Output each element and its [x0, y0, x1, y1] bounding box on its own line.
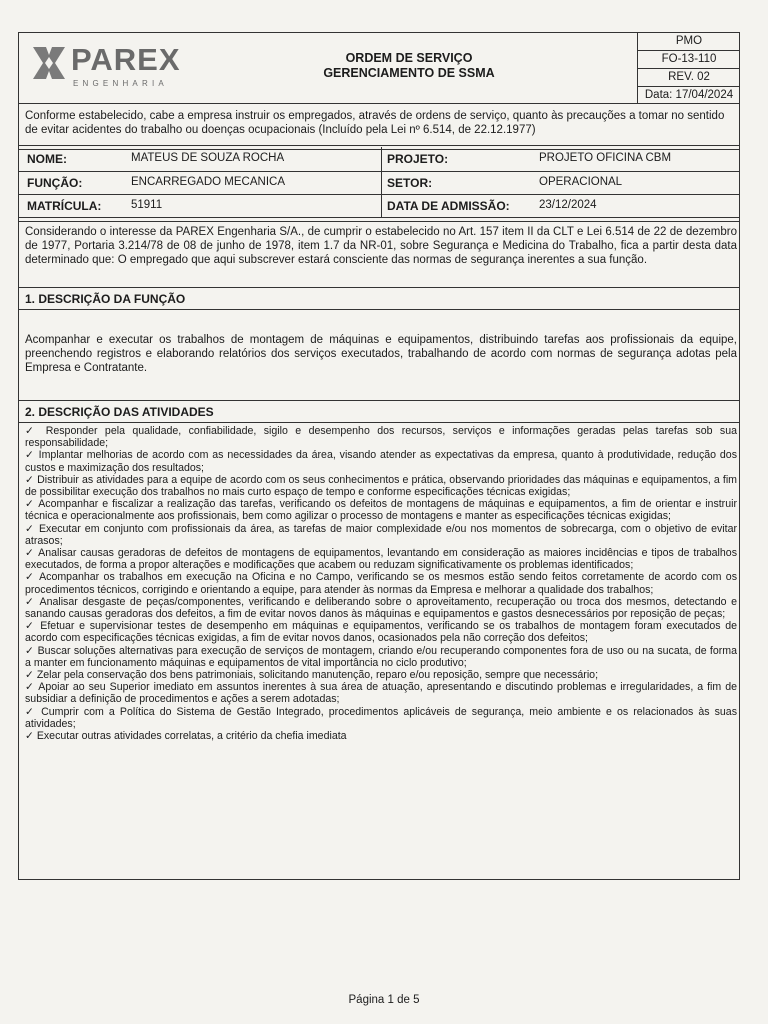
document-title: [269, 51, 549, 81]
projeto-value: PROJETO OFICINA CBM: [539, 152, 672, 164]
considering-text: Considerando o interesse da PAREX Engenharia S/A., de cumprir o estabelecido no Art. 157 item II da CLT e Lei 6.514 de 22 de dezembro de 1977, Portaria 3.214/78 de 08 de junho de 1978, item 1.7 da NR-01, sobre Segurança e Medicina do Trabalho, fica a partir desta data determinado que: O empregado que aqui subscrever estará consciente das normas de segurança inerentes a sua função.: [25, 226, 737, 266]
projeto-label: PROJETO:: [387, 152, 449, 166]
document-header: [19, 33, 739, 104]
logo-subtext: ENGENHARIA: [73, 79, 168, 88]
activity-item: ✓ Efetuar e supervisionar testes de desempenho em máquinas e equipamentos, verificando se os trabalhos de montagem foram executados de acordo com especificações técnicas exigidas, a fim de evitar novos danos, ocasionados pela não correção dos defeitos;: [25, 620, 737, 645]
title-line-2: GERENCIAMENTO DE SSMA: [323, 66, 495, 80]
divider: [19, 309, 739, 310]
section-1-text: Acompanhar e executar os trabalhos de montagem de máquinas e equipamentos, distribuindo tarefas aos profissionais da equipe, preenchendo registros e elaborando relatórios dos serviços executados, trabalhando de acordo com normas de segurança adotas pela Empresa e Contratante.: [25, 334, 737, 374]
nome-label: NOME:: [27, 152, 67, 166]
divider: [19, 221, 739, 222]
setor-label: SETOR:: [387, 176, 433, 190]
info-row-matricula: [19, 194, 739, 217]
activity-item: ✓ Acompanhar e fiscalizar a realização das tarefas, verificando os defeitos de montagens de máquinas e equipamentos, a fim de orientar e instruir técnica e operacionalmente aos profissionais, bem como agilizar o processo de montagens e manter as especificações técnicas exigidas;: [25, 498, 737, 523]
activity-item: ✓ Zelar pela conservação dos bens patrimoniais, solicitando manutenção, reparo e/ou reposição, sempre que necessário;: [25, 669, 599, 682]
divider: [19, 400, 739, 401]
activity-item: ✓ Buscar soluções alternativas para execução de serviços de montagem, criando e/ou recuperando componentes fora de uso ou na sucata, de forma a manter em funcionamento máquinas e equipamentos de vital importância no ciclo produtivo;: [25, 644, 737, 669]
section-2-title: 2. DESCRIÇÃO DAS ATIVIDADES: [25, 405, 214, 419]
admissao-label: DATA DE ADMISSÃO:: [387, 199, 510, 213]
company-logo: [25, 39, 179, 95]
page-number: Página 1 de 5: [348, 994, 420, 1006]
activity-item: ✓ Implantar melhorias de acordo com as necessidades da área, visando atender as expectativas da empresa, quanto à produtividade, redução dos custos e maximização dos resultados;: [25, 449, 737, 474]
document-code-box: [637, 33, 740, 103]
code-line: Data: 17/04/2024: [644, 89, 734, 101]
matricula-value: 51911: [131, 199, 163, 211]
divider: [19, 217, 739, 218]
info-row-funcao: [19, 171, 739, 194]
activity-item: ✓ Apoiar ao seu Superior imediato em assuntos inerentes à sua área de atuação, apresentando e discutindo problemas e irregularidades, a fim de subsidiar a definição de procedimentos e ações a serem adotadas;: [25, 681, 737, 706]
code-line: PMO: [638, 33, 740, 51]
intro-text: Conforme estabelecido, cabe a empresa instruir os empregados, através de ordens de serviço, quanto às precauções a tomar no sentido de evitar acidentes do trabalho ou doenças ocupacionais (Incluído pela Lei nº 6.514, de 22.12.1977): [25, 110, 725, 136]
matricula-label: MATRÍCULA:: [27, 199, 102, 213]
divider: [19, 145, 739, 146]
activity-item: ✓ Analisar desgaste de peças/componentes, verificando e deliberando sobre o aproveitamento, recuperação ou troca dos mesmos, detectando e sanando causas geradoras dos defeitos, a fim de evitar novos danos às máquinas e equipamentos e gastos desnecessários por reposição de peças;: [25, 595, 737, 621]
admissao-value: 23/12/2024: [539, 199, 597, 211]
activity-item: ✓ Executar outras atividades correlatas, a critério da chefia imediata: [25, 730, 347, 743]
funcao-value: ENCARREGADO MECANICA: [131, 176, 285, 188]
divider: [19, 287, 739, 288]
setor-value: OPERACIONAL: [539, 176, 623, 188]
activity-item: ✓ Cumprir com a Política do Sistema de Gestão Integrado, procedimentos aplicáveis de segurança, meio ambiente e os relacionados às suas atividades;: [25, 705, 737, 730]
parex-logo-mark-icon: [31, 45, 67, 81]
title-line-1: ORDEM DE SERVIÇO: [345, 51, 473, 65]
logo-word: PAREX: [71, 42, 181, 77]
code-line: REV. 02: [638, 69, 740, 87]
funcao-label: FUNÇÃO:: [27, 176, 83, 190]
activity-item: ✓ Acompanhar os trabalhos em execução na Oficina e no Campo, verificando se os mesmos estão sendo feitos corretamente de acordo com os procedimentos técnicos, corrigindo e orientando a equipe, para atender às normas da Empresa e melhorar a qualidade dos trabalhos;: [25, 571, 737, 596]
activity-item: ✓ Analisar causas geradoras de defeitos de montagens de equipamentos, levantando em consideração as maiores incidências e tipos de trabalhos executados, de forma a propor alterações e modificações que acabem ou reduzam significativamente os problemas identificados;: [25, 547, 737, 572]
nome-value: MATEUS DE SOUZA ROCHA: [131, 152, 285, 164]
divider: [19, 422, 739, 423]
activity-item: ✓ Executar em conjunto com profissionais da área, as tarefas de maior complexidade e/ou nos momentos de sobrecarga, com o objetivo de evitar atrasos;: [25, 522, 737, 547]
info-row-nome: [19, 147, 739, 170]
document-sheet: [18, 32, 740, 880]
section-1-title: 1. DESCRIÇÃO DA FUNÇÃO: [25, 292, 186, 306]
column-divider: [381, 147, 382, 217]
activities-list: [25, 425, 737, 742]
activity-item: ✓ Responder pela qualidade, confiabilidade, sigilo e desempenho dos recursos, serviços e informações geradas pelas tarefas sob sua responsabilidade;: [25, 425, 737, 450]
code-line: FO-13-110: [638, 51, 740, 69]
activity-item: ✓ Distribuir as atividades para a equipe de acordo com os seus conhecimentos e prática, observando prioridades das máquinas e equipamentos, a fim de possibilitar execução dos trabalhos no mais curto espaço de tempo e conforme especificações técnicas exigidas;: [25, 473, 737, 499]
